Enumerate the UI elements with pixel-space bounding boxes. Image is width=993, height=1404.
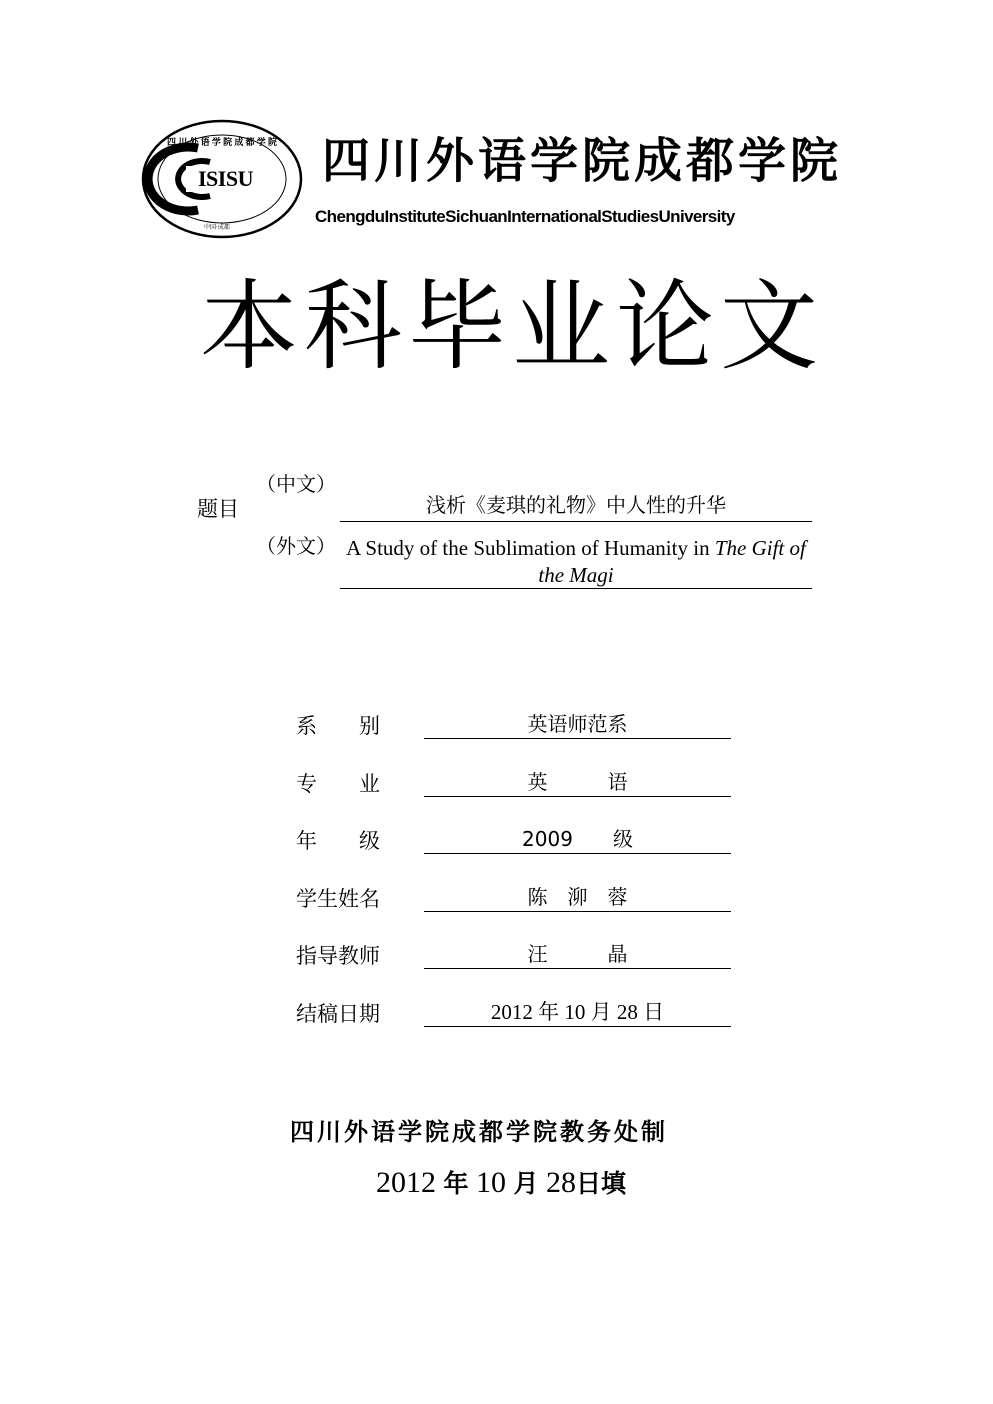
thesis-title-cn: 浅析《麦琪的礼物》中人性的升华 <box>340 490 812 522</box>
topic-label: 题目 <box>197 497 239 521</box>
logo-bottom-text: 中国·成都 <box>204 224 230 231</box>
logo-ring-text: 四川外语学院成都学院 <box>167 138 277 148</box>
fill-year: 2012 <box>376 1166 436 1199</box>
major-value: 英 语 <box>424 768 731 797</box>
supervisor-label: 指导教师 <box>296 944 380 968</box>
department-label: 系 别 <box>296 714 380 738</box>
completion-date-label: 结稿日期 <box>296 1002 380 1026</box>
issuer-text: 四川外语学院成都学院教务处制 <box>290 1117 668 1146</box>
major-label: 专 业 <box>296 772 380 796</box>
fill-day: 28 <box>546 1166 577 1199</box>
fill-year-unit: 年 <box>443 1169 469 1198</box>
school-name-en: ChengduInstituteSichuanInternationalStudiesUniversity <box>315 207 735 226</box>
en-title-label: （外文） <box>256 534 336 558</box>
grade-value: 2009 级 <box>424 825 731 854</box>
completion-date-value: 2012 年 10 月 28 日 <box>424 998 731 1027</box>
student-name-value: 陈 泖 蓉 <box>424 883 731 912</box>
thesis-title-en-work: The Gift of the Magi <box>538 536 806 587</box>
school-name-cn: 四川外语学院成都学院 <box>322 133 843 189</box>
cn-title-label: （中文） <box>256 472 336 496</box>
fill-day-unit: 日填 <box>576 1169 627 1198</box>
fill-month-unit: 月 <box>513 1169 539 1198</box>
fill-month: 10 <box>476 1166 507 1199</box>
thesis-title-en-text: A Study of the Sublimation of Humanity in <box>346 536 715 560</box>
supervisor-value: 汪 晶 <box>424 940 731 969</box>
school-logo <box>140 118 304 240</box>
fill-date <box>376 1164 626 1200</box>
grade-label: 年 级 <box>296 829 380 853</box>
logo-text: ISISU <box>198 166 253 191</box>
department-value: 英语师范系 <box>424 710 731 739</box>
student-name-label: 学生姓名 <box>296 887 380 911</box>
page-title: 本科毕业论文 <box>200 270 825 384</box>
thesis-title-en <box>340 535 812 589</box>
